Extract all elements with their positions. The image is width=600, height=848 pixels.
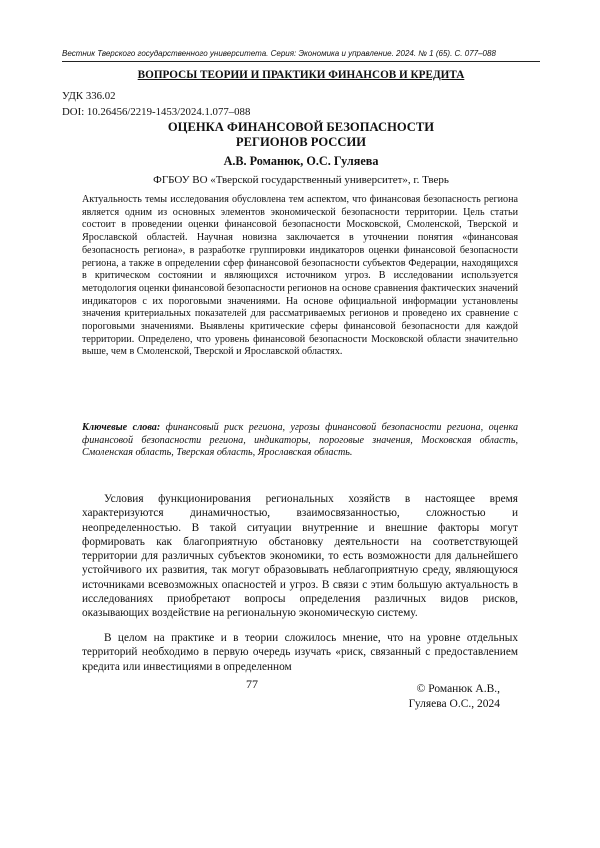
keywords-text: финансовый риск региона, угрозы финансовой безопасности региона, оценка финансовой безопасности региона, индикаторы, пороговые значения, Московская область, Смоленская область, Тверская область, Ярославская область. bbox=[82, 422, 519, 459]
body-paragraph-2: В целом на практике и в теории сложилось мнение, что на уровне отдельных территорий необходимо в первую очередь изучать «риск, связанный с предоставлением кредита или инвестициями в определенном bbox=[82, 632, 518, 673]
article-authors: А.В. Романюк, О.С. Гуляева bbox=[223, 154, 379, 168]
doi: DOI: 10.26456/2219-1453/2024.1.077–088 bbox=[62, 106, 251, 118]
keywords bbox=[82, 422, 518, 460]
udk-code: УДК 336.02 bbox=[62, 90, 116, 102]
journal-running-header: Вестник Тверского государственного университета. Серия: Экономика и управление. 2024. № 1 (65). С. 077–088 bbox=[62, 49, 540, 62]
abstract: Актуальность темы исследования обусловлена тем аспектом, что финансовая безопасность региона является одним из основных элементов экономической безопасности территории. Цель статьи состоит в проведении оценки финансовой безопасности Московской, Смоленской, Тверской и Ярославской областей. Научная новизна заключается в уточнении понятия «финансовая безопасность региона», в разработке группировки индикаторов оценки финансовой безопасности региона, а также в определении сфер финансовой безопасности субъектов Федерации, находящихся в критическом состоянии и являющихся источником угроз. В исследовании используется методология оценки финансовой безопасности регионов на основе сравнения фактических значений индикаторов с их пороговыми значениями. На основе официальной информации установлены значения критериальных показателей для рассматриваемых регионов и проведено их сравнение с пороговыми значениями. Выявлены критические сферы финансовой безопасности для каждой территории. Определено, что уровень финансовой безопасности Московской области значительно выше, чем в Смоленской, Тверской и Ярославской областях. bbox=[82, 194, 518, 358]
copyright-line2: Гуляева О.С., 2024 bbox=[408, 698, 500, 710]
article-title bbox=[62, 120, 540, 150]
page-number: 77 bbox=[246, 677, 258, 691]
author-affiliation: ФГБОУ ВО «Тверской государственный университет», г. Тверь bbox=[153, 174, 449, 186]
copyright-notice bbox=[409, 682, 500, 712]
body-paragraph-1: Условия функционирования региональных хозяйств в настоящее время характеризуются динамичностью, взаимосвязанностью, сложностью и неопределенностью. В такой ситуации внутренние и внешние факторы могут формировать как благоприятную обстановку деятельности на соответствующей территории для различных субъектов экономики, то есть возможности для дальнейшего устойчивого их развития, так могут образовывать неблагоприятную среду, являющуюся источниками всевозможных опасностей и угроз. В связи с этим большую актуальность в исследованиях приобретают вопросы определения различных видов рисков, оказывающих воздействие на региональную экономическую систему. bbox=[82, 493, 518, 620]
keywords-label: Ключевые слова: bbox=[82, 422, 161, 433]
article-title-line1: ОЦЕНКА ФИНАНСОВОЙ БЕЗОПАСНОСТИ bbox=[167, 120, 435, 134]
copyright-line1: © Романюк А.В., bbox=[416, 683, 500, 695]
article-title-line2: РЕГИОНОВ РОССИИ bbox=[235, 135, 367, 149]
section-title: ВОПРОСЫ ТЕОРИИ И ПРАКТИКИ ФИНАНСОВ И КРЕДИТА bbox=[137, 69, 465, 81]
